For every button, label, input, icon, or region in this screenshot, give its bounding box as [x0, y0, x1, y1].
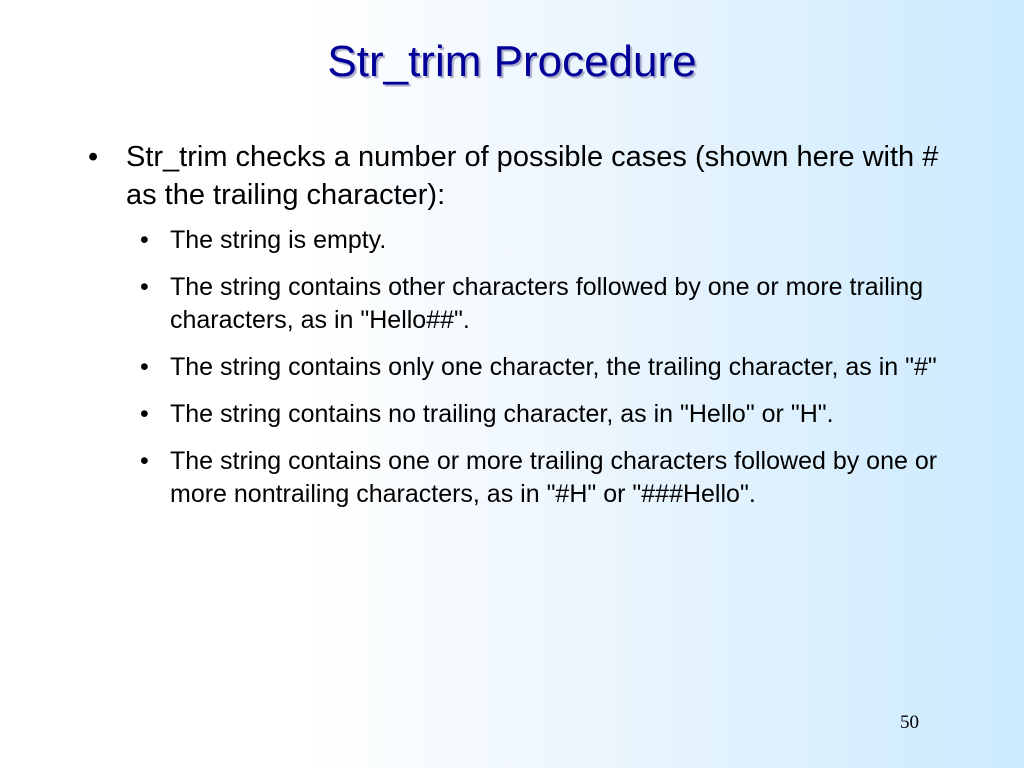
- slide-content: [88, 138, 958, 525]
- bullet-marker: •: [88, 141, 99, 173]
- sub-bullet-text: The string contains only one character, the trailing character, as in "#": [170, 353, 937, 381]
- slide-number: 50: [900, 712, 919, 733]
- main-bullet: [88, 138, 958, 214]
- sub-bullet-2: [140, 271, 958, 337]
- main-bullet-text: Str_trim checks a number of possible cases (shown here with # as the trailing character):: [126, 141, 939, 211]
- sub-bullet-5: [140, 445, 958, 511]
- sub-bullet-text: The string contains no trailing character, as in "Hello" or "H".: [170, 400, 834, 428]
- sub-bullet-1: [140, 224, 958, 257]
- slide-title: Str_trim Procedure: [327, 37, 697, 86]
- bullet-marker: •: [140, 400, 149, 428]
- bullet-marker: •: [140, 273, 149, 301]
- bullet-marker: •: [140, 447, 149, 475]
- sub-bullet-4: [140, 398, 958, 431]
- bullet-marker: •: [140, 226, 149, 254]
- sub-bullet-3: [140, 351, 958, 384]
- sub-bullet-text: The string is empty.: [170, 226, 387, 254]
- sub-bullet-text: The string contains one or more trailing characters followed by one or more nontrailing characters, as in "#H" or "###Hello".: [170, 447, 938, 508]
- sub-bullet-list: [140, 224, 958, 511]
- sub-bullet-text: The string contains other characters followed by one or more trailing characters, as in "Hello##".: [170, 273, 924, 334]
- bullet-marker: •: [140, 353, 149, 381]
